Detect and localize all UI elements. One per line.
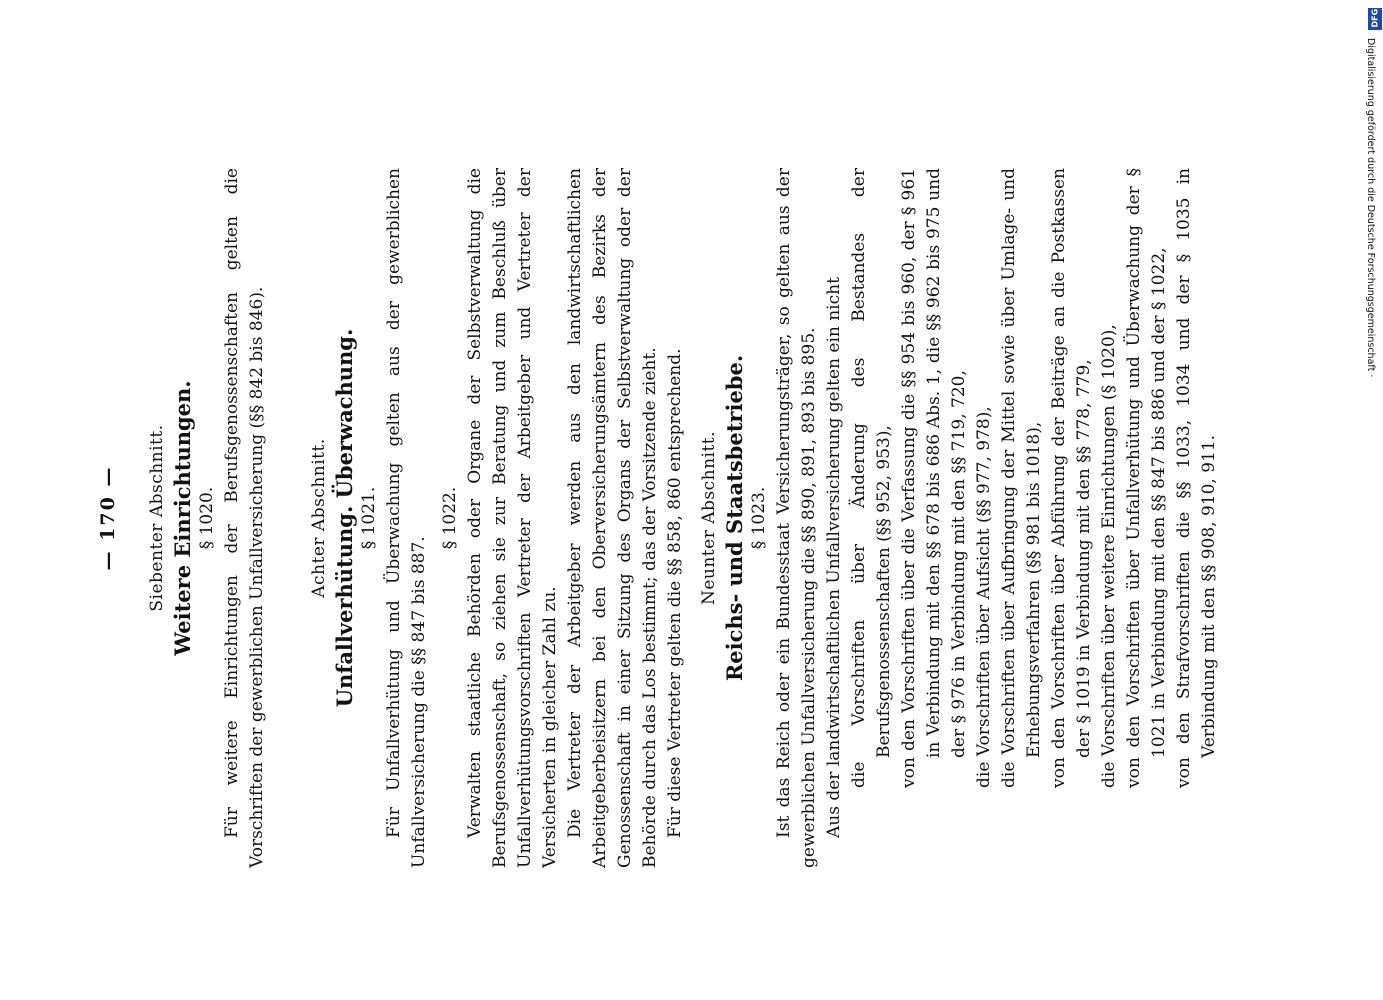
page-number: — 170 — [97, 465, 119, 571]
list-item: die Vorschriften über Aufbringung der Mittel sowie über Umlage- und Erhebungsverfahren (§§ 981 bis 1018), [999, 168, 1044, 788]
list-item: von den Strafvorschriften die §§ 1033, 1034 und der § 1035 in Verbindung mit den §§ 908, 910, 911. [1174, 168, 1219, 788]
list-item: die Vorschriften über Änderung des Bestandes der Berufsgenossenschaften (§§ 952, 953), [849, 168, 894, 788]
para-1021-number: § 1021. [359, 486, 379, 550]
para-1022-text-a: Verwalten staatliche Behörden oder Organe der Selbstverwaltung die Berufsgenossenschaft, so ziehen sie zur Beratung und zum Beschluß über Unfallverhütungsvorschriften Vertreter der Arbeitgeber und Vertreter der Versicherten in gleicher Zahl zu. [465, 168, 560, 868]
list-item: von den Vorschriften über die Verfassung die §§ 954 bis 960, der § 961 in Verbindung mit den §§ 678 bis 686 Abs. 1, die §§ 962 bis 975 und der § 976 in Verbindung mit den §§ 719, 720, [899, 168, 969, 788]
para-1020-number: § 1020. [197, 486, 217, 550]
section-9 [697, 168, 1222, 868]
para-1023-text-b: Aus der landwirtschaftlichen Unfallversicherung gelten ein nicht [824, 277, 844, 838]
dfg-logo: DFG [1368, 8, 1382, 30]
section-7 [145, 168, 270, 868]
list-item: die Vorschriften über weitere Einrichtungen (§ 1020), [1099, 324, 1119, 788]
section-7-title: Siebenter Abschnitt. [147, 424, 167, 612]
section-7-heading: Weitere Einrichtungen. [170, 380, 195, 656]
para-1022-text-b: Die Vertreter der Arbeitgeber werden aus den landwirtschaftlichen Arbeitgeberbeisitzern bei den Oberversicherungsämtern des Bezirks der Genossenschaft in einer Sitzung des Organs der Selbstverwaltung oder der Behörde durch das Los bestimmt; das der Vorsitzende zieht. [565, 168, 660, 868]
para-1020-text: Für weitere Einrichtungen der Berufsgenossenschaften gelten die Vorschriften der gewerblichen Unfallversicherung (§§ 842 bis 846). [222, 168, 267, 868]
dfg-sidenote [1366, 8, 1383, 993]
dfg-funding-note: Digitalisierung gefördert durch die Deutsche Forschungsgemeinschaft · [1365, 38, 1376, 378]
para-1023-text-a: Ist das Reich oder ein Bundesstaat Versicherungsträger, so gelten aus der gewerblichen Unfallversicherung die §§ 890, 891, 893 bis 895. [774, 168, 819, 868]
section-9-heading: Reichs- und Staatsbetriebe. [722, 354, 747, 682]
section-9-title: Neunter Abschnitt. [699, 430, 719, 606]
section-8-heading: Unfallverhütung. Überwachung. [332, 328, 357, 708]
para-1022-text-c: Für diese Vertreter gelten die §§ 858, 860 entsprechend. [665, 348, 685, 838]
para-1022-number: § 1022. [440, 486, 460, 550]
list-item: von den Vorschriften über Unfallverhütung und Überwachung der § 1021 in Verbindung mit den §§ 847 bis 886 und der § 1022, [1124, 168, 1169, 788]
list-item: die Vorschriften über Aufsicht (§§ 977, 978), [974, 406, 994, 788]
section-8-title: Achter Abschnitt. [309, 438, 329, 598]
rotated-page [97, 168, 1237, 868]
list-item: von den Vorschriften über Abführung der Beiträge an die Postkassen der § 1019 in Verbindung mit den §§ 778, 779, [1049, 168, 1094, 788]
para-1023-number: § 1023. [749, 486, 769, 550]
para-1021-text: Für Unfallverhütung und Überwachung gelten aus der gewerblichen Unfallversicherung die §§ 847 bis 887. [384, 168, 429, 868]
section-8 [307, 168, 688, 868]
